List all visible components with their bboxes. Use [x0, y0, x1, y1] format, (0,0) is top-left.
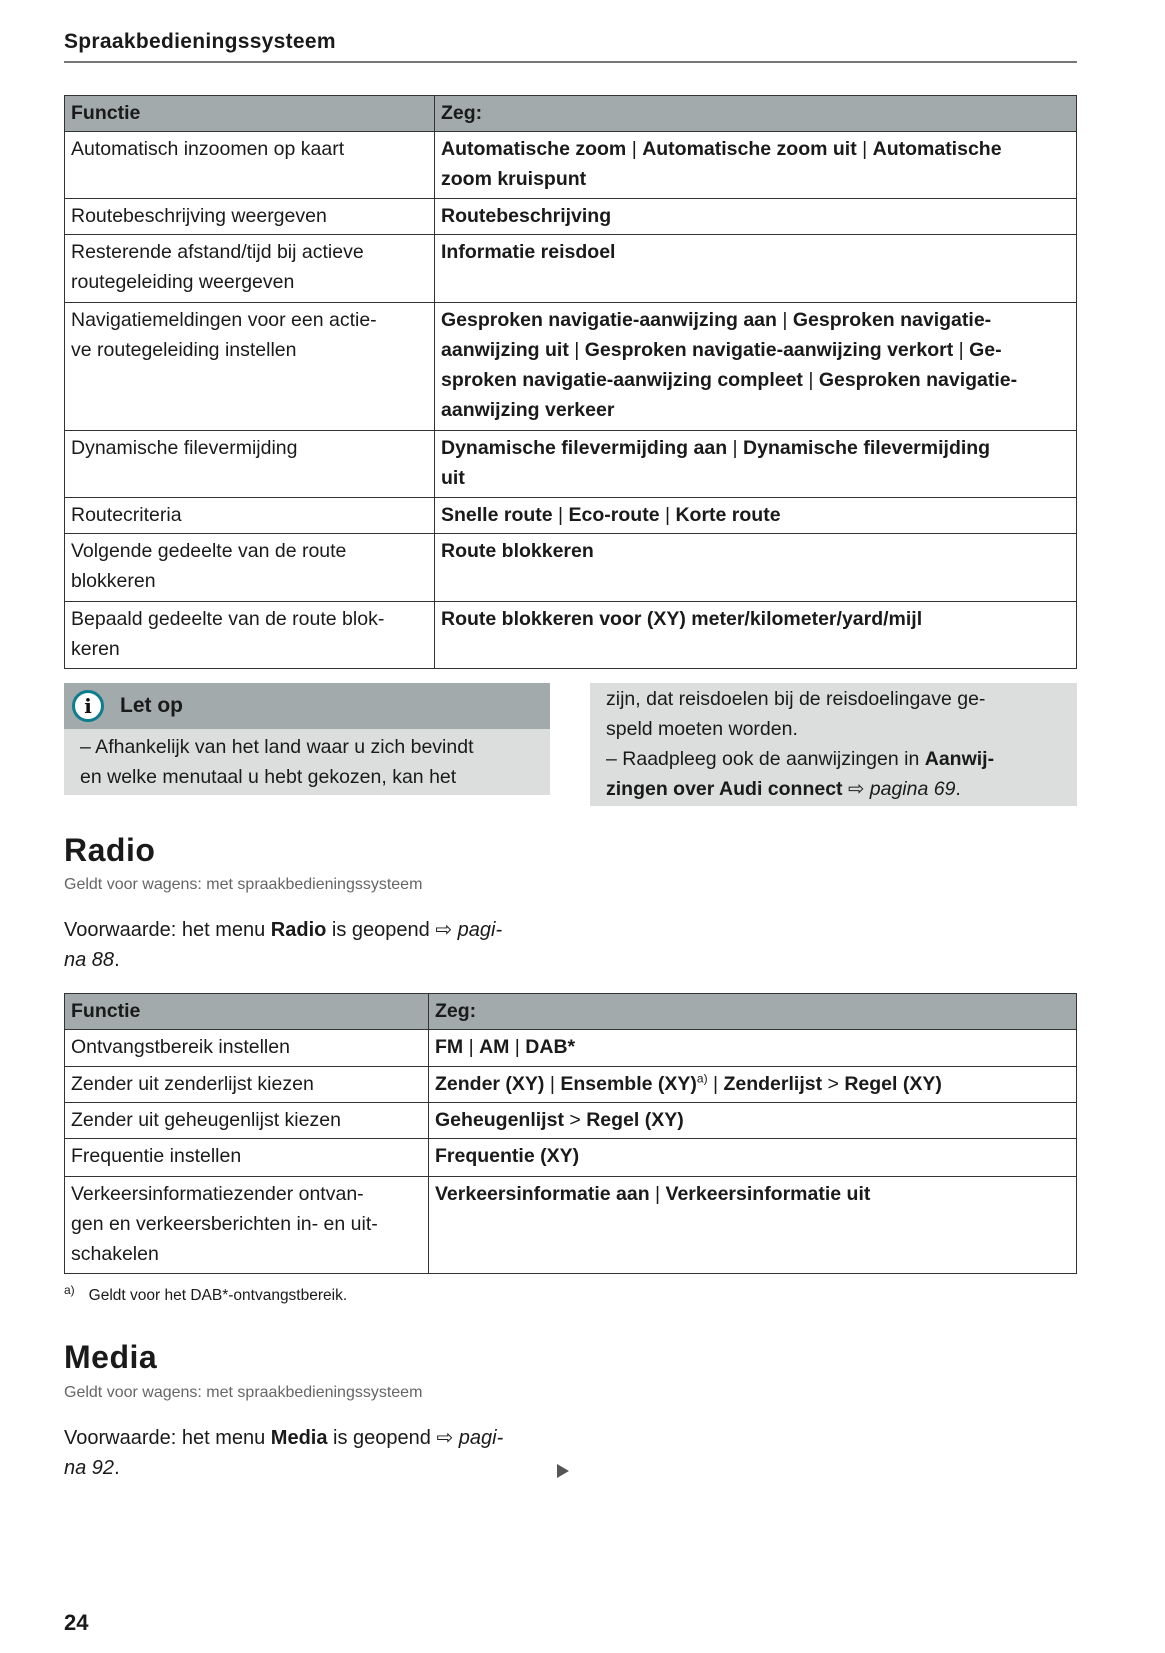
- voice-command: AM: [479, 1036, 510, 1058]
- zeg-cell: [429, 1139, 1077, 1177]
- voice-command: Gesproken navigatie-aanwijzing aan: [441, 309, 777, 331]
- zeg-cell: [429, 1030, 1077, 1067]
- footnote-text: Geldt voor het DAB*-ontvangstbereik.: [88, 1287, 348, 1304]
- separator: |: [707, 1073, 724, 1095]
- separator: |: [649, 1183, 666, 1205]
- media-applies-text: Geldt voor wagens: met spraakbedieningssysteem: [64, 1384, 423, 1401]
- page-number: 24: [64, 1610, 89, 1635]
- condition-prefix: Voorwaarde: het menu: [64, 1427, 271, 1449]
- voice-command: Automatische zoom: [441, 138, 627, 160]
- navigation-commands-table: [64, 95, 1077, 669]
- voice-command: Regel (XY): [844, 1073, 942, 1095]
- footnote-mark: a): [64, 1282, 75, 1297]
- table-row: [65, 1067, 1077, 1103]
- voice-command: Routebeschrijving: [441, 205, 612, 227]
- running-header: Spraakbedieningssysteem: [64, 30, 336, 53]
- functie-cell: Ontvangstbereik instellen: [65, 1030, 429, 1067]
- functie-cell: Dynamische filevermijding: [65, 431, 435, 498]
- voice-command: Verkeersinformatie uit: [665, 1183, 871, 1205]
- table-row: [65, 602, 1077, 669]
- functie-cell: Verkeersinformatiezender ontvan- gen en verkeersberichten in- en uit- schakelen: [65, 1177, 429, 1274]
- functie-cell: Volgende gedeelte van de route blokkeren: [65, 534, 435, 602]
- zeg-cell: [435, 431, 1077, 498]
- voice-command: Informatie reisdoel: [441, 241, 616, 263]
- zeg-cell: [435, 132, 1077, 199]
- functie-cell: Zender uit zenderlijst kiezen: [65, 1067, 429, 1103]
- continue-arrow-icon: [557, 1464, 569, 1478]
- condition-mid: is geopend ⇨: [327, 1427, 459, 1449]
- notice-page-link[interactable]: pagina 69: [869, 778, 956, 800]
- voice-command: Automatische zoom kruispunt: [441, 138, 1002, 190]
- radio-page-link[interactable]: pagi- na 88: [64, 919, 503, 971]
- separator: |: [659, 504, 676, 526]
- separator: |: [727, 437, 744, 459]
- punctuation: .: [114, 1457, 120, 1479]
- page-ref-arrow: ⇨: [842, 778, 870, 800]
- table-row: [65, 534, 1077, 602]
- table-row: [65, 303, 1077, 431]
- voice-command: Korte route: [675, 504, 781, 526]
- zeg-cell: [435, 602, 1077, 669]
- separator: |: [626, 138, 643, 160]
- column-header-functie: Functie: [65, 994, 429, 1030]
- notice-box-left: [64, 683, 550, 795]
- voice-command: Zender (XY): [435, 1073, 545, 1095]
- voice-command: Zenderlijst: [723, 1073, 823, 1095]
- separator: |: [552, 504, 569, 526]
- voice-command: Automatische zoom uit: [642, 138, 857, 160]
- footnote-ref: a): [696, 1071, 708, 1086]
- voice-command: Route blokkeren: [441, 540, 594, 562]
- notice-reference: [590, 744, 1077, 804]
- table-row: [65, 431, 1077, 498]
- voice-command: Gesproken navigatie- aanwijzing verkeer: [441, 369, 1018, 421]
- separator: >: [563, 1109, 587, 1131]
- separator: |: [568, 339, 585, 361]
- notice-text-left: – Afhankelijk van het land waar u zich bevindt en welke menutaal u hebt gekozen, kan het: [80, 736, 474, 788]
- voice-command: Verkeersinformatie aan: [435, 1183, 650, 1205]
- section-title-radio: Radio: [64, 832, 156, 868]
- zeg-cell: [435, 235, 1077, 303]
- voice-command: Eco-route: [568, 504, 660, 526]
- zeg-cell: [435, 199, 1077, 235]
- condition-mid: is geopend ⇨: [326, 919, 458, 941]
- voice-command: Route blokkeren voor (XY) meter/kilometer/yard/mijl: [441, 608, 923, 630]
- zeg-cell: [429, 1067, 1077, 1103]
- notice-box-right: [590, 683, 1077, 806]
- section-title-media: Media: [64, 1339, 158, 1375]
- notice-ref-prefix: – Raadpleeg ook de aanwijzingen in: [606, 748, 925, 770]
- table-row: [65, 1139, 1077, 1177]
- functie-cell: Automatisch inzoomen op kaart: [65, 132, 435, 199]
- condition-menu: Media: [270, 1427, 328, 1449]
- voice-command: Ge- sproken navigatie-aanwijzing compleet: [441, 339, 1002, 391]
- voice-command: Dynamische filevermijding uit: [441, 437, 991, 489]
- column-header-functie: Functie: [65, 96, 435, 132]
- voice-command: Geheugenlijst: [435, 1109, 564, 1131]
- punctuation: .: [955, 778, 961, 800]
- zeg-cell: [435, 534, 1077, 602]
- column-header-zeg: Zeg:: [435, 96, 1077, 132]
- radio-condition: [64, 915, 502, 975]
- table-row: [65, 132, 1077, 199]
- table-header-row: [65, 994, 1077, 1030]
- column-header-zeg: Zeg:: [429, 994, 1077, 1030]
- table-header-row: [65, 96, 1077, 132]
- zeg-cell: [435, 498, 1077, 534]
- zeg-cell: [429, 1177, 1077, 1274]
- info-icon: i: [72, 690, 104, 722]
- notice-ref-title: Aanwij- zingen over Audi connect: [606, 748, 995, 800]
- separator: |: [953, 339, 970, 361]
- functie-cell: Resterende afstand/tijd bij actieve routegeleiding weergeven: [65, 235, 435, 303]
- condition-prefix: Voorwaarde: het menu: [64, 919, 271, 941]
- functie-cell: Routebeschrijving weergeven: [65, 199, 435, 235]
- table-row: [65, 498, 1077, 534]
- separator: |: [509, 1036, 526, 1058]
- functie-cell: Bepaald gedeelte van de route blok- keren: [65, 602, 435, 669]
- table-row: [65, 1103, 1077, 1139]
- voice-command: Dynamische filevermijding aan: [441, 437, 728, 459]
- functie-cell: Routecriteria: [65, 498, 435, 534]
- table-row: [65, 1030, 1077, 1067]
- punctuation: .: [114, 949, 120, 971]
- footnote: [64, 1282, 348, 1305]
- header-divider: [64, 61, 1077, 63]
- voice-command: DAB*: [525, 1036, 576, 1058]
- media-condition: [64, 1423, 503, 1483]
- separator: |: [776, 309, 793, 331]
- notice-header: [64, 683, 550, 729]
- notice-text-right: zijn, dat reisdoelen bij de reisdoelingave ge- speld moeten worden.: [606, 688, 986, 740]
- separator: |: [856, 138, 873, 160]
- voice-command: Gesproken navigatie- aanwijzing uit: [441, 309, 992, 361]
- separator: |: [544, 1073, 561, 1095]
- voice-command: Ensemble (XY): [560, 1073, 697, 1095]
- separator: >: [822, 1073, 845, 1095]
- table-row: [65, 199, 1077, 235]
- voice-command: FM: [435, 1036, 464, 1058]
- functie-cell: Zender uit geheugenlijst kiezen: [65, 1103, 429, 1139]
- functie-cell: Frequentie instellen: [65, 1139, 429, 1177]
- functie-cell: Navigatiemeldingen voor een actie- ve routegeleiding instellen: [65, 303, 435, 431]
- table-row: [65, 235, 1077, 303]
- voice-command: Regel (XY): [586, 1109, 684, 1131]
- media-page-link[interactable]: pagi- na 92: [64, 1427, 504, 1479]
- separator: |: [463, 1036, 480, 1058]
- zeg-cell: [429, 1103, 1077, 1139]
- separator: |: [802, 369, 819, 391]
- radio-commands-table: [64, 993, 1077, 1274]
- notice-title: Let op: [120, 694, 183, 717]
- voice-command: Gesproken navigatie-aanwijzing verkort: [584, 339, 954, 361]
- voice-command: Frequentie (XY): [435, 1145, 580, 1167]
- radio-applies-text: Geldt voor wagens: met spraakbedieningssysteem: [64, 876, 423, 893]
- zeg-cell: [435, 303, 1077, 431]
- table-row: [65, 1177, 1077, 1274]
- voice-command: Snelle route: [441, 504, 553, 526]
- condition-menu: Radio: [270, 919, 327, 941]
